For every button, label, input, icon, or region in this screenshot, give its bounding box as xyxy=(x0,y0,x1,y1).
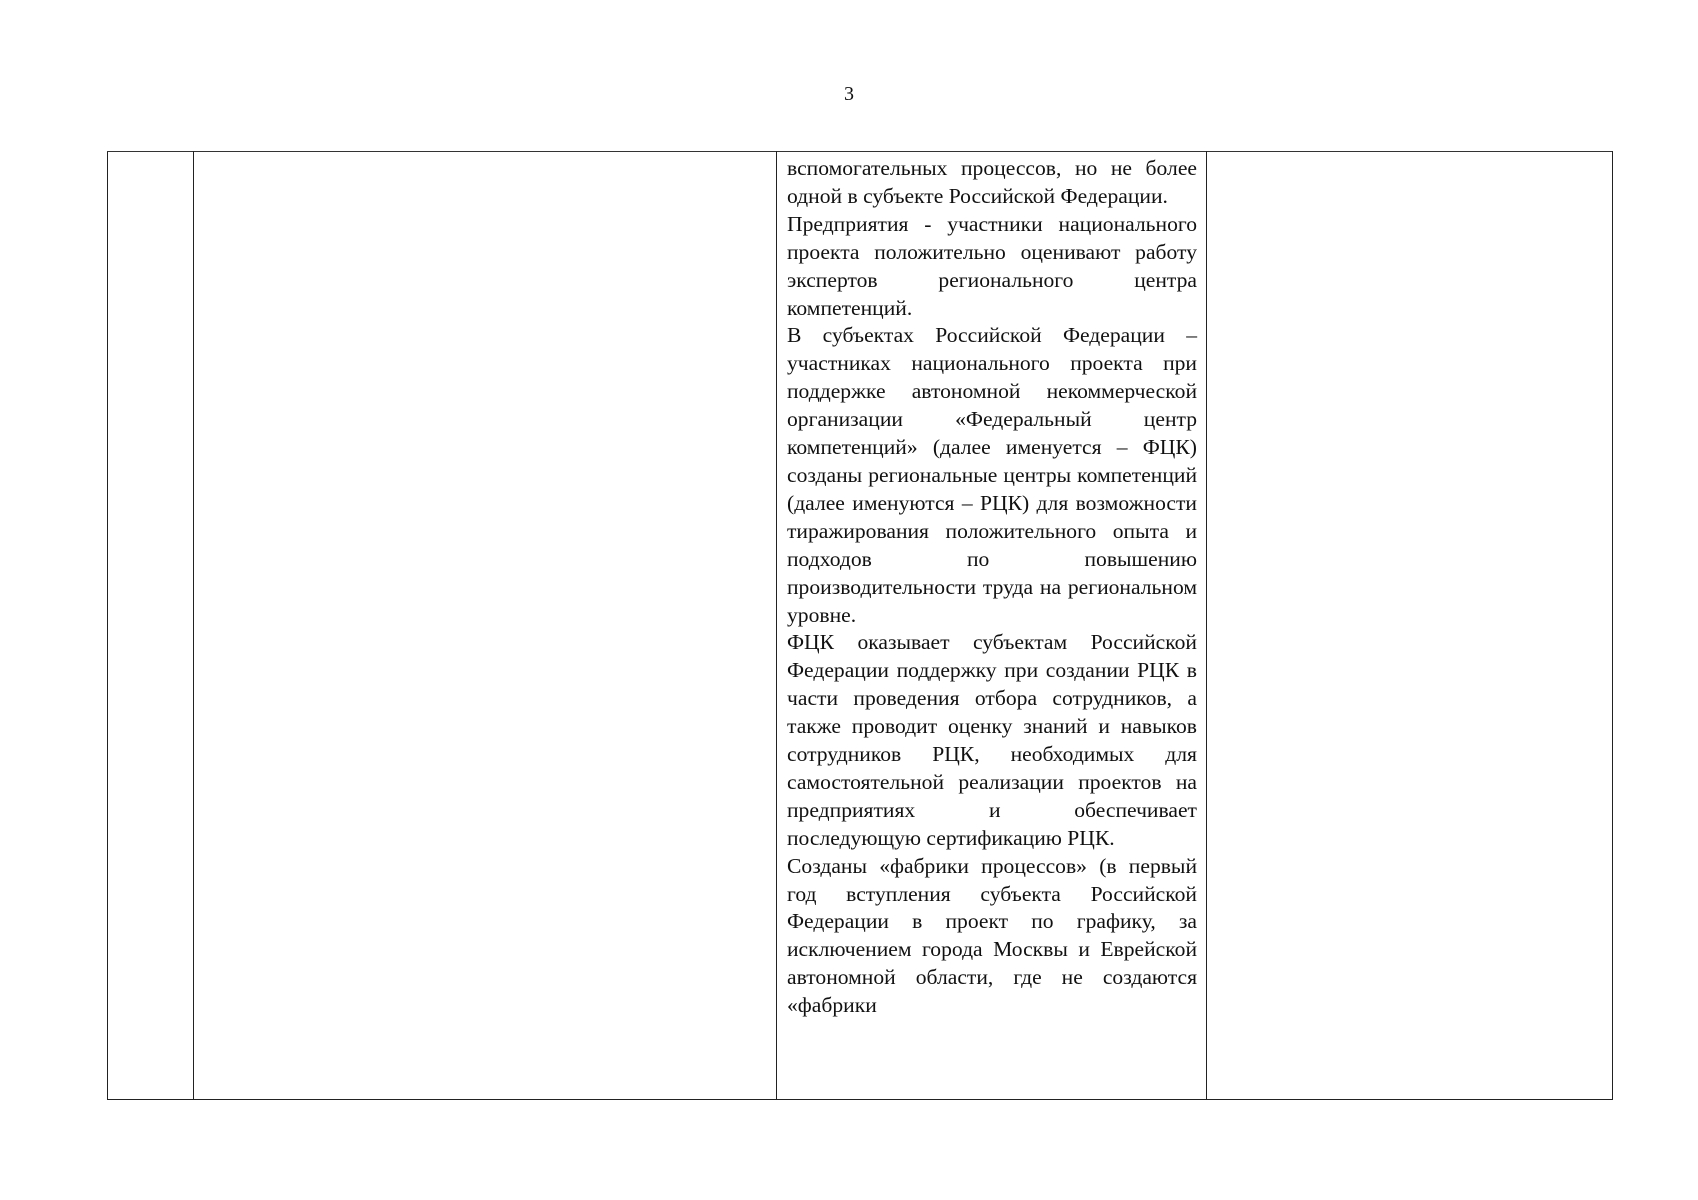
paragraph: ФЦК оказывает субъектам Российской Федерации поддержку при создании РЦК в части проведения отбора сотрудников, а также проводит оценку знаний и навыков сотрудников РЦК, необходимых для самостоятельной реализации проектов на предприятиях и обеспечивает последующую сертификацию РЦК. xyxy=(787,630,1197,850)
paragraph: Созданы «фабрики процессов» (в первый год вступления субъекта Российской Федерации в проект по графику, за исключением города Москвы и Еврейской автономной области, где не создаются «фабрики xyxy=(787,853,1197,1018)
table-cell-name xyxy=(194,152,777,1100)
document-table xyxy=(107,151,1613,1100)
table-cell-number xyxy=(108,152,194,1100)
paragraph: В субъектах Российской Федерации – участниках национального проекта при поддержке автономной некоммерческой организации «Федеральный центр компетенций» (далее именуется – ФЦК) созданы региональные центры компетенций (далее именуются – РЦК) для возможности тиражирования положительного опыта и подходов по повышению производительности труда на региональном уровне. xyxy=(787,323,1197,627)
table-cell-description xyxy=(777,152,1207,1100)
description-text xyxy=(777,152,1206,1020)
paragraph: Предприятия - участники национального проекта положительно оценивают работу экспертов регионального центра компетенций. xyxy=(787,211,1197,320)
page-number: 3 xyxy=(844,83,854,105)
table-row xyxy=(108,152,1613,1100)
table-cell-notes xyxy=(1207,152,1613,1100)
paragraph: вспомогательных процессов, но не более одной в субъекте Российской Федерации. xyxy=(787,156,1197,208)
